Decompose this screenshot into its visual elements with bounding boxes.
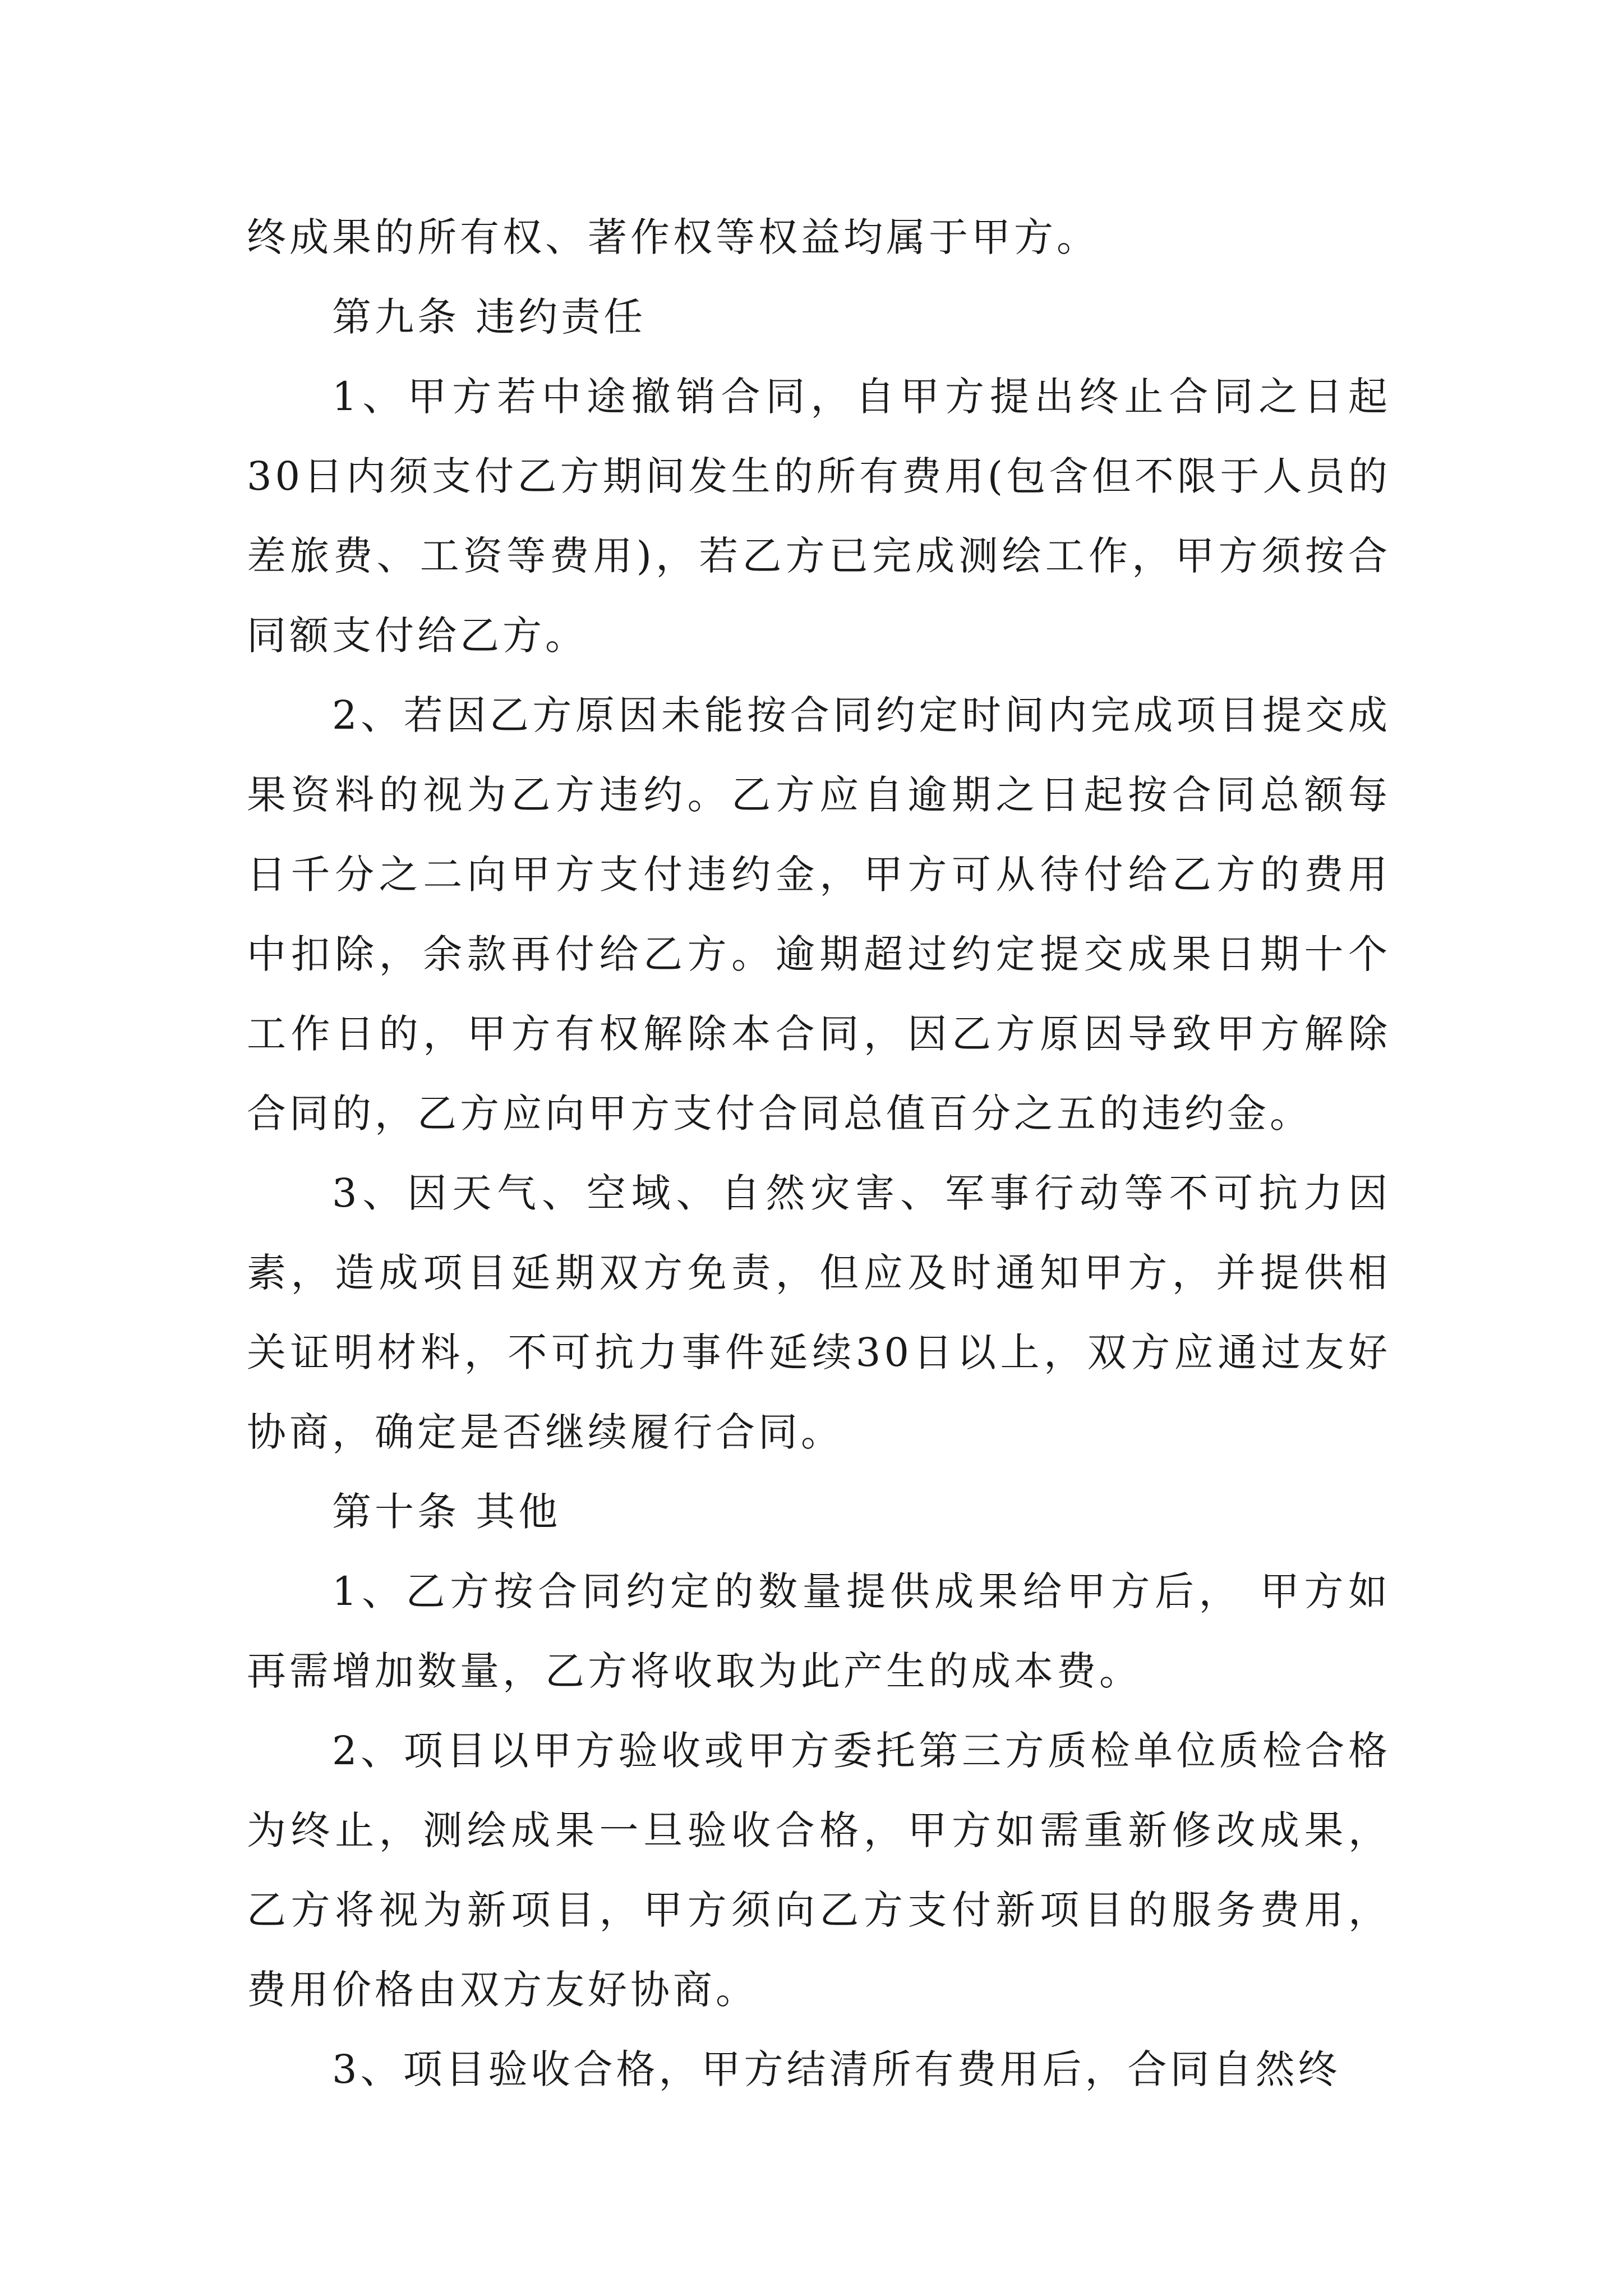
paragraph-article-9-item-3: 3、因天气、空域、自然灾害、军事行动等不可抗力因素，造成项目延期双方免责，但应及时通知甲方，并提供相关证明材料，不可抗力事件延续30日以上，双方应通过友好协商，确定是否继续履行合同。: [247, 1170, 1391, 1455]
paragraph-continuation: 终成果的所有权、著作权等权益均属于甲方。: [247, 214, 1099, 260]
paragraph-article-9-item-1: 1、甲方若中途撤销合同，自甲方提出终止合同之日起30日内须支付乙方期间发生的所有费用(包含但不限于人员的差旅费、工资等费用)，若乙方已完成测绘工作，甲方须按合同额支付给乙方。: [247, 374, 1391, 659]
section-heading-article-9: 第九条 违约责任: [332, 294, 647, 340]
paragraph-article-10-item-1: 1、乙方按合同约定的数量提供成果给甲方后， 甲方如再需增加数量，乙方将收取为此产生的成本费。: [247, 1568, 1391, 1694]
paragraph-article-10-item-2: 2、项目以甲方验收或甲方委托第三方质检单位质检合格为终止，测绘成果一旦验收合格，甲方如需重新修改成果，乙方将视为新项目，甲方须向乙方支付新项目的服务费用，费用价格由双方友好协商。: [247, 1728, 1391, 2013]
section-heading-article-10: 第十条 其他: [332, 1489, 561, 1535]
paragraph-article-10-item-3: 3、项目验收合格，甲方结清所有费用后，合同自然终: [332, 2046, 1341, 2092]
document-body: [247, 197, 1391, 2109]
paragraph-article-9-item-2: 2、若因乙方原因未能按合同约定时间内完成项目提交成果资料的视为乙方违约。乙方应自逾期之日起按合同总额每日千分之二向甲方支付违约金，甲方可从待付给乙方的费用中扣除，余款再付给乙方。逾期超过约定提交成果日期十个工作日的，甲方有权解除本合同，因乙方原因导致甲方解除合同的，乙方应向甲方支付合同总值百分之五的违约金。: [247, 692, 1391, 1137]
